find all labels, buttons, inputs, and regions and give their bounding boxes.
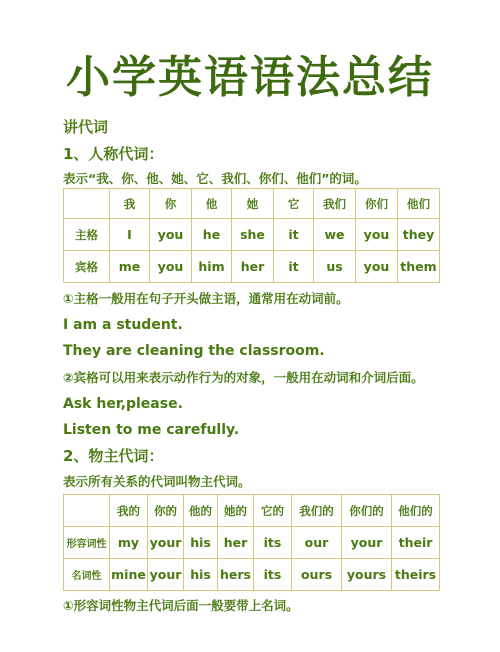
possessive-intro: 表示所有关系的代词叫物主代词。 [63,474,251,489]
table-header-row [64,189,440,219]
table-cell: it [274,219,314,251]
example-sentence: Listen to me carefully. [63,422,240,438]
table-cell: 我 [110,189,150,219]
table-cell: your [148,527,184,559]
table-cell: you [356,219,398,251]
table-cell: him [192,251,232,283]
table-cell: I [110,219,150,251]
possessive-note-adjective: ①形容词性物主代词后面一般要带上名词。 [63,598,299,613]
table-cell: they [398,219,440,251]
table-cell: 他们的 [392,495,440,527]
table-cell: its [254,559,292,591]
table-cell: 你的 [148,495,184,527]
table-cell: you [150,251,192,283]
table-cell: 她的 [218,495,254,527]
table-cell [64,189,110,219]
table-cell: her [232,251,274,283]
table-cell: she [232,219,274,251]
table-cell: 它的 [254,495,292,527]
page-title: 小学英语语法总结 [66,52,434,103]
table-cell: 你们的 [342,495,392,527]
table-cell: 我们的 [292,495,342,527]
table-cell: yours [342,559,392,591]
table-cell: theirs [392,559,440,591]
personal-note-subject: ①主格一般用在句子开头做主语，通常用在动词前。 [63,291,349,306]
table-cell: its [254,527,292,559]
table-cell: our [292,527,342,559]
table-cell: hers [218,559,254,591]
possessive-pronoun-table [63,494,440,591]
personal-note-object: ②宾格可以用来表示动作行为的对象，一般用在动词和介词后面。 [63,370,424,385]
table-row [64,219,440,251]
table-cell: us [314,251,356,283]
table-cell: his [184,527,218,559]
table-cell: 你 [150,189,192,219]
example-sentence: They are cleaning the classroom. [63,343,325,359]
table-cell [64,495,110,527]
table-cell: me [110,251,150,283]
table-cell: his [184,559,218,591]
table-cell: you [150,219,192,251]
table-cell: 他的 [184,495,218,527]
table-cell: your [342,527,392,559]
table-cell: 它 [274,189,314,219]
table-cell: 他 [192,189,232,219]
personal-heading: 1、人称代词： [63,145,164,163]
table-cell: 你们 [356,189,398,219]
table-header-row [64,495,440,527]
table-cell: we [314,219,356,251]
table-cell: their [392,527,440,559]
table-cell: ours [292,559,342,591]
example-sentence: Ask her,please. [63,396,183,412]
possessive-heading: 2、物主代词： [63,447,164,465]
table-row [64,559,440,591]
table-row [64,251,440,283]
table-cell: he [192,219,232,251]
table-cell: 名词性 [64,559,110,591]
table-cell: you [356,251,398,283]
example-sentence: I am a student. [63,317,183,333]
table-cell: 她 [232,189,274,219]
table-row [64,527,440,559]
table-cell: mine [110,559,148,591]
table-cell: 主格 [64,219,110,251]
table-cell: 他们 [398,189,440,219]
table-cell: 宾格 [64,251,110,283]
table-cell: my [110,527,148,559]
personal-pronoun-table [63,188,440,283]
table-cell: 形容词性 [64,527,110,559]
table-cell: it [274,251,314,283]
table-cell: them [398,251,440,283]
personal-intro: 表示“我、你、他、她、它、我们、你们、他们”的词。 [63,171,367,186]
table-cell: your [148,559,184,591]
table-cell: 我的 [110,495,148,527]
table-cell: 我们 [314,189,356,219]
table-cell: her [218,527,254,559]
section-label: 讲代词 [63,118,109,136]
